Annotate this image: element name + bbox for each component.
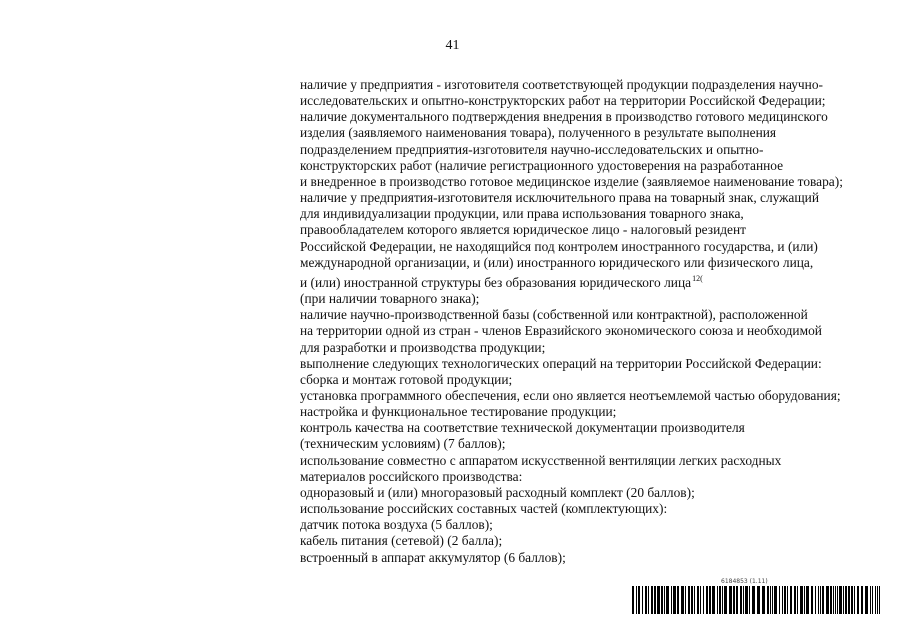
- text-line: [300, 255, 890, 271]
- text-line-content: и внедренное в производство готовое медицинское изделие (заявляемое наименование товара);: [300, 173, 843, 189]
- text-line: [300, 323, 890, 339]
- text-line-content: на территории одной из стран - членов Евразийского экономического союза и необходимой: [300, 323, 822, 339]
- text-line: [300, 77, 890, 93]
- text-line: [300, 550, 890, 566]
- text-line: [300, 533, 890, 549]
- text-line: [300, 206, 890, 222]
- text-line: [300, 501, 890, 517]
- text-line-content: наличие научно-производственной базы (собственной или контрактной), расположенной: [300, 307, 808, 323]
- barcode-caption: 6184853 (1.11): [721, 578, 768, 585]
- text-line-content: наличие у предприятия-изготовителя исключительного права на товарный знак, служащий: [300, 190, 820, 206]
- text-line-content: конструкторских работ (наличие регистрационного удостоверения на разработанное: [300, 157, 784, 173]
- text-line: [300, 93, 890, 109]
- text-line-content: изделия (заявляемого наименования товара), полученного в результате выполнения: [300, 125, 777, 141]
- text-line-content: (техническим условиям) (7 баллов);: [300, 436, 506, 452]
- text-line: [300, 356, 890, 372]
- text-line-content: настройка и функциональное тестирование продукции;: [300, 404, 617, 420]
- text-line: [300, 291, 890, 307]
- text-line-content: для индивидуализации продукции, или права использования товарного знака,: [300, 206, 744, 222]
- text-line-content: международной организации, и (или) иностранного юридического или физического лица,: [300, 254, 814, 270]
- text-line: [300, 453, 890, 469]
- text-line: [300, 271, 890, 291]
- page-number: 41: [445, 38, 460, 53]
- text-line-content: установка программного обеспечения, если оно является неотъемлемой частью оборудования;: [300, 387, 841, 403]
- text-line-content: одноразовый и (или) многоразовый расходный комплект (20 баллов);: [300, 484, 695, 500]
- text-line: [300, 420, 890, 436]
- text-line-content: наличие документального подтверждения внедрения в производство готового медицинского: [300, 109, 828, 125]
- text-line: [300, 372, 890, 388]
- text-line: [300, 174, 890, 190]
- text-line: [300, 469, 890, 485]
- text-line-content: выполнение следующих технологических операций на территории Российской Федерации:: [300, 355, 822, 371]
- text-line-content: (при наличии товарного знака);: [300, 291, 480, 307]
- text-line: [300, 125, 890, 141]
- text-line-content: и (или) иностранной структуры без образования юридического лица: [300, 274, 692, 290]
- text-line: [300, 307, 890, 323]
- text-line: [300, 158, 890, 174]
- text-line: [300, 109, 890, 125]
- barcode-image: [632, 586, 882, 614]
- text-line: [300, 239, 890, 255]
- text-line: [300, 404, 890, 420]
- text-line: [300, 222, 890, 238]
- text-line-content: для разработки и производства продукции;: [300, 339, 546, 355]
- text-line: [300, 142, 890, 158]
- text-line-content: встроенный в аппарат аккумулятор (6 баллов);: [300, 549, 566, 565]
- text-line-content: сборка и монтаж готовой продукции;: [300, 371, 513, 387]
- text-line-content: Российской Федерации, не находящийся под контролем иностранного государства, и (или): [300, 238, 818, 254]
- text-line-content: правообладателем которого является юридическое лицо - налоговый резидент: [300, 222, 747, 238]
- text-line-content: контроль качества на соответствие технической документации производителя: [300, 420, 745, 436]
- text-line: [300, 436, 890, 452]
- text-line: [300, 340, 890, 356]
- footnote-mark: 12(: [692, 273, 703, 283]
- text-line-content: исследовательских и опытно-конструкторских работ на территории Российской Федерации;: [300, 93, 826, 109]
- text-line-content: подразделением предприятия-изготовителя научно-исследовательских и опытно-: [300, 141, 764, 157]
- text-line-content: датчик потока воздуха (5 баллов);: [300, 517, 493, 533]
- document-body: [300, 77, 890, 566]
- text-line: [300, 517, 890, 533]
- text-line: [300, 190, 890, 206]
- text-line: [300, 388, 890, 404]
- text-line-content: кабель питания (сетевой) (2 балла);: [300, 533, 503, 549]
- text-line-content: использование совместно с аппаратом искусственной вентиляции легких расходных: [300, 452, 782, 468]
- text-line-content: материалов российского производства:: [300, 468, 523, 484]
- text-line-content: использование российских составных частей (комплектующих):: [300, 501, 668, 517]
- text-line-content: наличие у предприятия - изготовителя соответствующей продукции подразделения научно-: [300, 77, 823, 92]
- text-line: [300, 485, 890, 501]
